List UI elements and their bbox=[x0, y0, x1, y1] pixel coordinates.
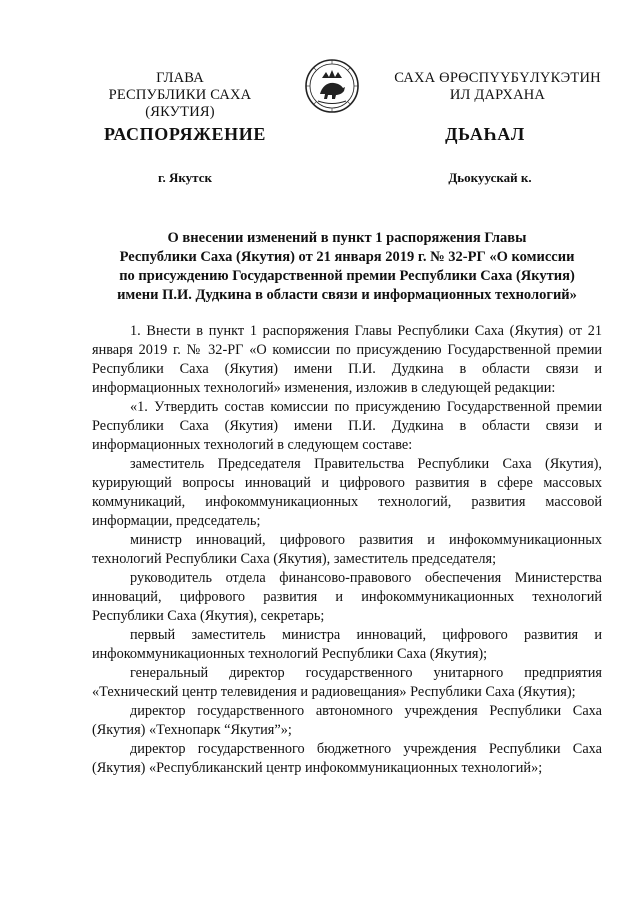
header-left-line1: ГЛАВА bbox=[156, 70, 204, 86]
subject-line: О внесении изменений в пункт 1 распоряжения Главы bbox=[167, 230, 527, 246]
subject-line: по присуждению Государственной премии Республики Саха (Якутия) bbox=[119, 268, 575, 284]
body-paragraph: министр инноваций, цифрового развития и инфокоммуникационных технологий Республики Саха (Якутия), заместитель председателя; bbox=[92, 532, 602, 567]
body-paragraph: первый заместитель министра инноваций, цифрового развития и инфокоммуникационных технологий Республики Саха (Якутия); bbox=[92, 627, 602, 662]
body-paragraph: директор государственного бюджетного учреждения Республики Саха (Якутия) «Республиканский центр инфокоммуникационных технологий»; bbox=[92, 741, 602, 776]
body-paragraph: 1. Внести в пункт 1 распоряжения Главы Республики Саха (Якутия) от 21 января 2019 г. № 32-РГ «О комиссии по присуждению Государственной премии Республики Саха (Якутия) имени П.И. Дудкина в области связи и информационных технологий» изменения, изложив в следующей редакции: bbox=[92, 323, 602, 396]
body-paragraph: «1. Утвердить состав комиссии по присуждению Государственной премии Республики Саха (Якутия) имени П.И. Дудкина в области связи и информационных технологий в следующем составе: bbox=[92, 399, 602, 453]
document-body bbox=[92, 322, 602, 778]
body-paragraph: директор государственного автономного учреждения Республики Саха (Якутия) «Технопарк “Якутия”»; bbox=[92, 703, 602, 738]
header-right-line2: ИЛ ДАРХАНА bbox=[449, 87, 546, 103]
header-right bbox=[385, 70, 610, 104]
body-paragraph: руководитель отдела финансово-правового обеспечения Министерства инноваций, цифрового развития и инфокоммуникационных технологий Республики Саха (Якутия), секретарь; bbox=[92, 570, 602, 624]
document-subject bbox=[92, 229, 602, 305]
doc-type-right: ДЬАҺАЛ bbox=[445, 124, 525, 144]
header-right-line1: САХА ӨРӨСПҮҮБҮЛҮКЭТИН bbox=[394, 70, 601, 86]
body-paragraph: генеральный директор государственного унитарного предприятия «Технический центр телевидения и радиовещания» Республики Саха (Якутия); bbox=[92, 665, 602, 700]
doc-type-left: РАСПОРЯЖЕНИЕ bbox=[104, 124, 266, 144]
place-right: Дьокуускай к. bbox=[448, 170, 532, 185]
body-paragraph: заместитель Председателя Правительства Республики Саха (Якутия), курирующий вопросы инноваций и цифрового развития в сфере массовых коммуникаций, инфокоммуникационных технологий, развития массовой информации, председатель; bbox=[92, 456, 602, 529]
header-left bbox=[80, 70, 280, 121]
subject-line: имени П.И. Дудкина в области связи и информационных технологий» bbox=[117, 287, 577, 303]
subject-line: Республики Саха (Якутия) от 21 января 2019 г. № 32-РГ «О комиссии bbox=[119, 249, 575, 265]
header-left-line2: РЕСПУБЛИКИ САХА (ЯКУТИЯ) bbox=[108, 87, 252, 120]
sakha-coat-of-arms-icon bbox=[304, 58, 360, 114]
place-left: г. Якутск bbox=[158, 170, 212, 185]
